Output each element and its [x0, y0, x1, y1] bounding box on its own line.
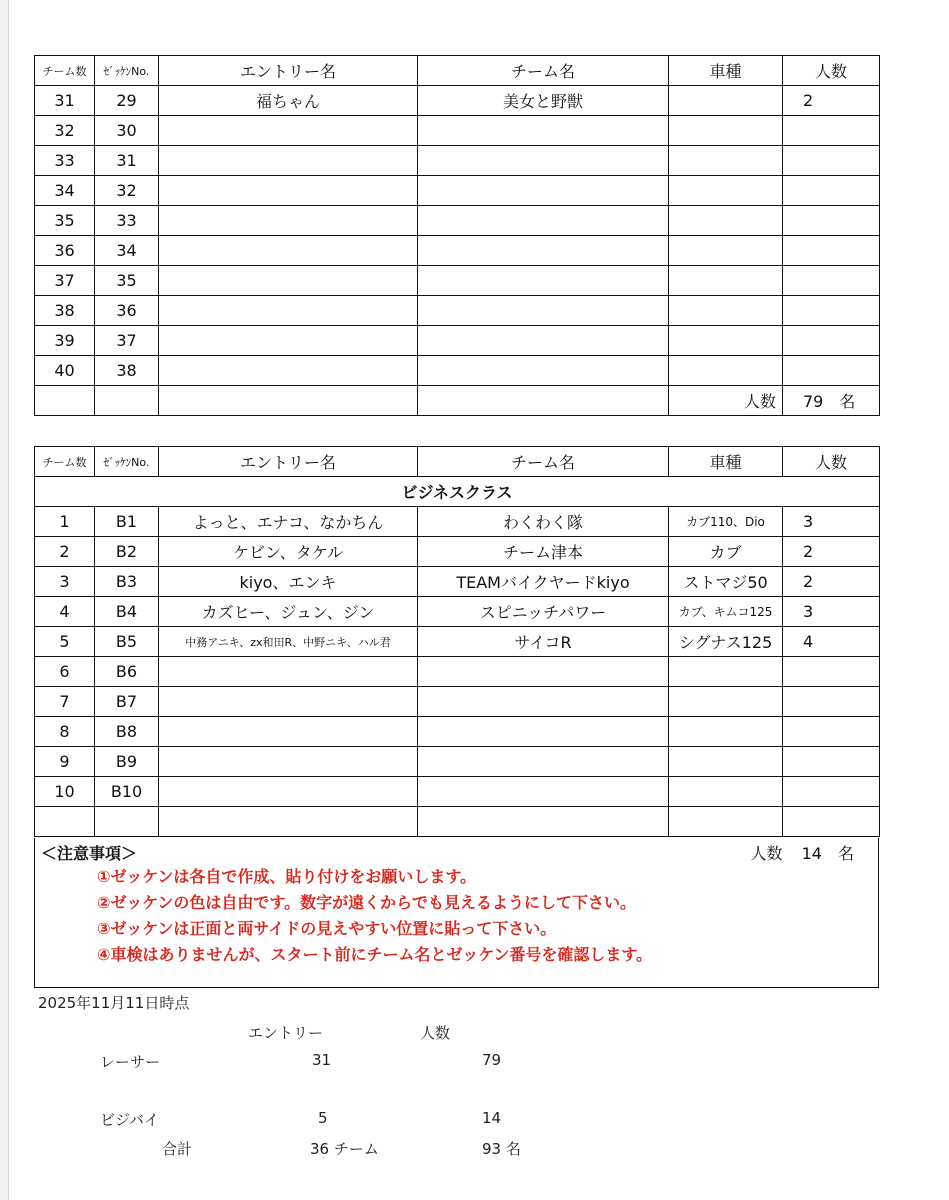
cell-entry-name: [159, 116, 418, 146]
cell-team-name: [418, 326, 669, 356]
cell-vehicle: ストマジ50: [669, 567, 783, 597]
cell-people: [783, 747, 880, 777]
racer-entry-table: [34, 55, 880, 416]
summary-business-entry: 5: [318, 1109, 328, 1127]
cell-bib-no: B3: [95, 567, 159, 597]
cell-vehicle: [669, 146, 783, 176]
table-row: [35, 236, 880, 266]
table-row: [35, 176, 880, 206]
cell-entry-name: よっと、エナコ、なかちん: [159, 507, 418, 537]
cell-team-name: [418, 146, 669, 176]
cell-vehicle: [669, 687, 783, 717]
cell-team-name: [418, 717, 669, 747]
cell-empty: [159, 807, 418, 837]
cell-people: 3: [783, 597, 880, 627]
header-bib-no: ｾﾞｯｹﾝNo.: [95, 56, 159, 86]
cell-empty: [35, 807, 95, 837]
table-row: [35, 206, 880, 236]
cell-empty: [35, 386, 95, 416]
cell-entry-name: [159, 206, 418, 236]
cell-people: 2: [783, 567, 880, 597]
class-title-row: [35, 477, 880, 507]
cell-team-name: TEAMバイクヤードkiyo: [418, 567, 669, 597]
cell-vehicle: [669, 206, 783, 236]
table-row: [35, 86, 880, 116]
cell-team-count: 5: [35, 627, 95, 657]
table-row: [35, 296, 880, 326]
header-bib-no: ｾﾞｯｹﾝNo.: [95, 447, 159, 477]
cell-vehicle: [669, 777, 783, 807]
cell-entry-name: [159, 326, 418, 356]
note-item: ②ゼッケンの色は自由です。数字が遠くからでも見えるようにして下さい。: [97, 893, 636, 912]
cell-people: [783, 236, 880, 266]
table-row: [35, 717, 880, 747]
cell-team-count: 4: [35, 597, 95, 627]
summary-racer-entry: 31: [312, 1051, 332, 1069]
cell-entry-name: [159, 717, 418, 747]
cell-people: [783, 687, 880, 717]
summary-total-entry: 36 チーム: [310, 1140, 379, 1158]
table-row: [35, 507, 880, 537]
cell-people: [783, 296, 880, 326]
cell-entry-name: カズヒー、ジュン、ジン: [159, 597, 418, 627]
cell-entry-name: [159, 356, 418, 386]
cell-vehicle: [669, 176, 783, 206]
cell-team-name: [418, 176, 669, 206]
cell-people: [783, 146, 880, 176]
table-header-row: [35, 56, 880, 86]
cell-people: [783, 206, 880, 236]
cell-entry-name: [159, 236, 418, 266]
cell-people: [783, 356, 880, 386]
cell-bib-no: 29: [95, 86, 159, 116]
notes-heading: ＜注意事項＞: [41, 844, 138, 863]
cell-vehicle: [669, 326, 783, 356]
empty-row: [35, 807, 880, 837]
cell-empty: [95, 807, 159, 837]
cell-entry-name: [159, 687, 418, 717]
summary-col-people: 人数: [420, 1024, 451, 1042]
cell-vehicle: [669, 717, 783, 747]
cell-entry-name: [159, 146, 418, 176]
business-entry-table: [34, 446, 880, 837]
note-item: ③ゼッケンは正面と両サイドの見えやすい位置に貼って下さい。: [97, 919, 557, 938]
cell-vehicle: シグナス125: [669, 627, 783, 657]
cell-people: 4: [783, 627, 880, 657]
table-row: [35, 116, 880, 146]
cell-team-name: 美女と野獣: [418, 86, 669, 116]
summary-racer-label: レーサー: [100, 1053, 161, 1071]
cell-team-count: 37: [35, 266, 95, 296]
cell-team-name: [418, 236, 669, 266]
people-value: 14 名: [801, 844, 854, 863]
cell-team-count: 9: [35, 747, 95, 777]
cell-vehicle: カブ: [669, 537, 783, 567]
note-item: ①ゼッケンは各自で作成、貼り付けをお願いします。: [97, 867, 477, 886]
cell-team-count: 35: [35, 206, 95, 236]
cell-entry-name: [159, 747, 418, 777]
cell-vehicle: カブ110、Dio: [669, 507, 783, 537]
cell-vehicle: [669, 116, 783, 146]
header-team-name: チーム名: [418, 447, 669, 477]
people-label: 人数: [750, 844, 783, 863]
cell-entry-name: ケビン、タケル: [159, 537, 418, 567]
cell-team-name: わくわく隊: [418, 507, 669, 537]
cell-team-count: 8: [35, 717, 95, 747]
cell-team-count: 32: [35, 116, 95, 146]
cell-team-count: 10: [35, 777, 95, 807]
table-row: [35, 146, 880, 176]
cell-empty: [95, 386, 159, 416]
summary-business-people: 14: [482, 1109, 502, 1127]
cell-entry-name: [159, 777, 418, 807]
cell-bib-no: 33: [95, 206, 159, 236]
cell-empty: [159, 386, 418, 416]
table-row: [35, 597, 880, 627]
table-row: [35, 326, 880, 356]
notes-box: [34, 838, 879, 988]
cell-empty: [669, 807, 783, 837]
header-team-count: チーム数: [35, 56, 95, 86]
cell-bib-no: B2: [95, 537, 159, 567]
cell-team-name: [418, 687, 669, 717]
cell-entry-name: kiyo、エンキ: [159, 567, 418, 597]
cell-bib-no: 35: [95, 266, 159, 296]
header-entry-name: エントリー名: [159, 56, 418, 86]
cell-team-count: 38: [35, 296, 95, 326]
table-row: [35, 627, 880, 657]
cell-bib-no: 38: [95, 356, 159, 386]
summary-total-people: 93 名: [482, 1140, 521, 1158]
cell-entry-name: [159, 657, 418, 687]
cell-team-name: [418, 296, 669, 326]
cell-vehicle: [669, 266, 783, 296]
cell-team-name: [418, 206, 669, 236]
cell-people: [783, 116, 880, 146]
table-header-row: [35, 447, 880, 477]
total-value: 79 名: [783, 386, 880, 416]
header-people: 人数: [783, 447, 880, 477]
cell-bib-no: 37: [95, 326, 159, 356]
cell-team-name: [418, 266, 669, 296]
summary-col-entry: エントリー: [248, 1024, 324, 1042]
cell-empty: [418, 807, 669, 837]
header-vehicle: 車種: [669, 56, 783, 86]
cell-entry-name: [159, 296, 418, 326]
cell-team-count: 33: [35, 146, 95, 176]
header-people: 人数: [783, 56, 880, 86]
notes-list: [97, 864, 652, 968]
cell-vehicle: [669, 296, 783, 326]
cell-people: [783, 717, 880, 747]
cell-vehicle: [669, 86, 783, 116]
cell-bib-no: B6: [95, 657, 159, 687]
as-of-date: 2025年11月11日時点: [38, 994, 190, 1012]
cell-vehicle: [669, 236, 783, 266]
cell-empty: [783, 807, 880, 837]
cell-team-name: チーム津本: [418, 537, 669, 567]
cell-team-name: [418, 657, 669, 687]
cell-vehicle: [669, 747, 783, 777]
cell-bib-no: 34: [95, 236, 159, 266]
total-label: 人数: [669, 386, 783, 416]
header-team-count: チーム数: [35, 447, 95, 477]
cell-people: [783, 176, 880, 206]
cell-vehicle: [669, 657, 783, 687]
cell-people: 3: [783, 507, 880, 537]
cell-team-count: 6: [35, 657, 95, 687]
cell-team-name: [418, 777, 669, 807]
cell-vehicle: カブ、キムコ125: [669, 597, 783, 627]
cell-bib-no: 31: [95, 146, 159, 176]
cell-people: 2: [783, 537, 880, 567]
cell-team-count: 1: [35, 507, 95, 537]
cell-team-name: [418, 116, 669, 146]
table-row: [35, 356, 880, 386]
cell-team-count: 39: [35, 326, 95, 356]
total-row: [35, 386, 880, 416]
cell-bib-no: B7: [95, 687, 159, 717]
cell-people: [783, 326, 880, 356]
cell-team-name: [418, 356, 669, 386]
summary-business-label: ビジバイ: [100, 1111, 159, 1129]
cell-team-count: 31: [35, 86, 95, 116]
table-row: [35, 537, 880, 567]
cell-team-name: [418, 747, 669, 777]
cell-team-count: 36: [35, 236, 95, 266]
cell-bib-no: B5: [95, 627, 159, 657]
cell-vehicle: [669, 356, 783, 386]
cell-entry-name: [159, 266, 418, 296]
cell-bib-no: 30: [95, 116, 159, 146]
table-row: [35, 567, 880, 597]
table-row: [35, 657, 880, 687]
cell-entry-name: 福ちゃん: [159, 86, 418, 116]
table-row: [35, 777, 880, 807]
cell-people: [783, 657, 880, 687]
header-vehicle: 車種: [669, 447, 783, 477]
class-title: ビジネスクラス: [35, 477, 880, 507]
cell-team-count: 2: [35, 537, 95, 567]
cell-people: [783, 777, 880, 807]
cell-bib-no: B4: [95, 597, 159, 627]
cell-entry-name: 中務アニキ、zx和田R、中野ニキ、ハル君: [159, 627, 418, 657]
table-row: [35, 747, 880, 777]
cell-team-name: スピニッチパワー: [418, 597, 669, 627]
cell-people: 2: [783, 86, 880, 116]
cell-bib-no: 32: [95, 176, 159, 206]
cell-team-name: サイコR: [418, 627, 669, 657]
summary-total-label: 合計: [162, 1140, 193, 1158]
header-entry-name: エントリー名: [159, 447, 418, 477]
cell-bib-no: 36: [95, 296, 159, 326]
cell-bib-no: B9: [95, 747, 159, 777]
cell-team-count: 34: [35, 176, 95, 206]
table-row: [35, 687, 880, 717]
cell-bib-no: B1: [95, 507, 159, 537]
cell-bib-no: B8: [95, 717, 159, 747]
cell-team-count: 3: [35, 567, 95, 597]
table-row: [35, 266, 880, 296]
cell-team-count: 7: [35, 687, 95, 717]
note-item: ④車検はありませんが、スタート前にチーム名とゼッケン番号を確認します。: [97, 945, 653, 964]
cell-team-count: 40: [35, 356, 95, 386]
cell-bib-no: B10: [95, 777, 159, 807]
cell-people: [783, 266, 880, 296]
summary-racer-people: 79: [482, 1051, 502, 1069]
cell-entry-name: [159, 176, 418, 206]
cell-empty: [418, 386, 669, 416]
header-team-name: チーム名: [418, 56, 669, 86]
business-people-total: [751, 841, 854, 864]
